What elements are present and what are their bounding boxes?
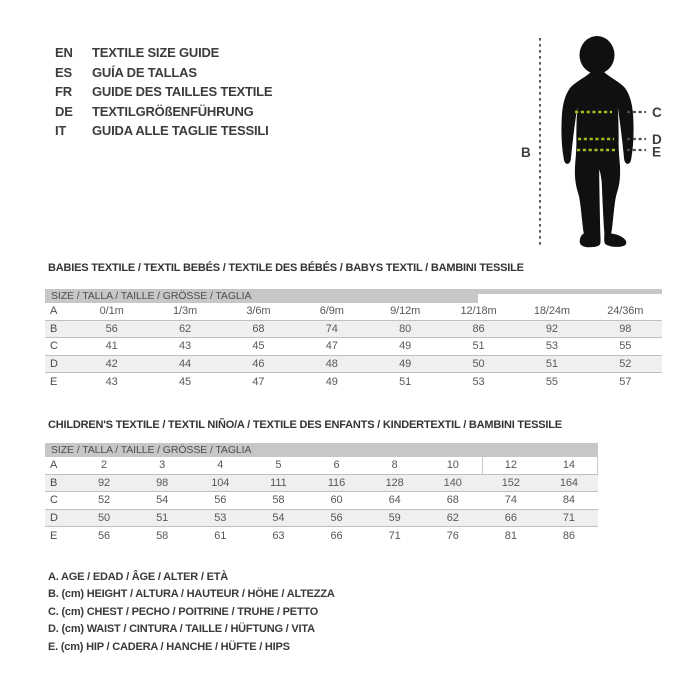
- table-cell: 56: [98, 529, 111, 542]
- table-cell: 45: [179, 375, 192, 388]
- row-label: B: [50, 322, 58, 335]
- language-label: GUIDA ALLE TAGLIE TESSILI: [92, 123, 269, 139]
- table-cell: 49: [399, 340, 412, 353]
- table-cell: 81: [504, 529, 517, 542]
- table-cell: 71: [388, 529, 401, 542]
- table-cell: 80: [399, 322, 412, 335]
- language-row-fr: [55, 82, 272, 102]
- table-cell: 55: [545, 375, 558, 388]
- table-cell: 56: [214, 494, 227, 507]
- table-row: [45, 321, 662, 339]
- table-cell: 74: [504, 494, 517, 507]
- child-silhouette-figure: [515, 22, 695, 259]
- table-cell: 49: [325, 375, 338, 388]
- table-cell: 57: [619, 375, 632, 388]
- table-cell: 111: [270, 476, 287, 489]
- table-cell: 42: [105, 357, 118, 370]
- table-cell: 44: [179, 357, 192, 370]
- label-hip-e: E: [652, 144, 662, 160]
- table-cell: 3: [159, 459, 166, 472]
- children-size-header-bar: SIZE / TALLA / TAILLE / GRÖSSE / TAGLIA: [45, 443, 598, 457]
- table-cell: 74: [325, 322, 338, 335]
- table-cell: 51: [545, 357, 558, 370]
- table-row: [45, 356, 662, 374]
- table-cell: 9/12m: [390, 305, 421, 318]
- table-cell: 43: [105, 375, 118, 388]
- child-silhouette-icon: [515, 22, 695, 259]
- babies-table-rows: [45, 303, 662, 391]
- language-list: [55, 43, 272, 141]
- table-cell: 98: [156, 476, 169, 489]
- table-cell: 51: [472, 340, 485, 353]
- label-height-b: B: [521, 145, 531, 160]
- table-row: [45, 457, 598, 475]
- table-cell: 10: [446, 459, 459, 472]
- table-cell: 54: [156, 494, 169, 507]
- table-cell: 51: [399, 375, 412, 388]
- table-cell: 71: [562, 511, 575, 524]
- row-label: A: [50, 459, 58, 472]
- table-cell: 58: [156, 529, 169, 542]
- table-cell: 98: [619, 322, 632, 335]
- table-cell: 68: [252, 322, 265, 335]
- babies-size-highlight: [478, 294, 662, 303]
- language-row-it: [55, 121, 272, 141]
- table-cell: 60: [330, 494, 343, 507]
- row-label: D: [50, 511, 58, 524]
- table-cell: 8: [391, 459, 398, 472]
- language-row-es: [55, 63, 272, 83]
- table-cell: 86: [472, 322, 485, 335]
- table-cell: 152: [501, 476, 520, 489]
- legend-line-age: A. AGE / EDAD / ÂGE / ALTER / ETÀ: [48, 570, 229, 583]
- table-cell: 54: [272, 511, 285, 524]
- table-cell: 2: [101, 459, 108, 472]
- children-table-rows: [45, 457, 598, 545]
- table-cell: 1/3m: [173, 305, 198, 318]
- table-row: [45, 492, 598, 510]
- table-cell: 49: [399, 357, 412, 370]
- measurement-legend: [48, 568, 335, 656]
- table-cell: 48: [325, 357, 338, 370]
- table-cell: 92: [98, 476, 111, 489]
- table-cell: 4: [217, 459, 224, 472]
- babies-size-header-bar: SIZE / TALLA / TAILLE / GRÖSSE / TAGLIA: [45, 289, 662, 303]
- table-cell: 128: [385, 476, 404, 489]
- table-cell: 5: [275, 459, 282, 472]
- table-cell: 55: [619, 340, 632, 353]
- row-label: A: [50, 305, 58, 318]
- label-chest-c: C: [652, 105, 662, 120]
- table-cell: 66: [504, 511, 517, 524]
- table-cell: 59: [388, 511, 401, 524]
- language-label: GUÍA DE TALLAS: [92, 64, 197, 80]
- table-cell: 58: [272, 494, 285, 507]
- language-row-de: [55, 102, 272, 122]
- table-row: [45, 527, 598, 545]
- language-label: TEXTILGRÖßENFÜHRUNG: [92, 103, 254, 119]
- table-cell: 14: [562, 459, 575, 472]
- children-table-title: CHILDREN'S TEXTILE / TEXTIL NIÑO/A / TEXTILE DES ENFANTS / KINDERTEXTIL / BAMBINI TESSILE: [48, 419, 562, 431]
- table-cell: 84: [562, 494, 575, 507]
- table-cell: 53: [214, 511, 227, 524]
- table-cell: 92: [545, 322, 558, 335]
- children-size-table: [45, 443, 598, 545]
- legend-line-chest: C. (cm) CHEST / PECHO / POITRINE / TRUHE / PETTO: [48, 605, 319, 618]
- table-cell: 18/24m: [533, 305, 570, 318]
- language-code: ES: [55, 64, 72, 80]
- silhouette-body: [561, 72, 633, 247]
- table-cell: 41: [105, 340, 118, 353]
- table-row: [45, 338, 662, 356]
- language-label: TEXTILE SIZE GUIDE: [92, 45, 220, 61]
- table-cell: 52: [619, 357, 632, 370]
- table-cell: 50: [98, 511, 111, 524]
- row-label: B: [50, 476, 58, 489]
- table-cell: 53: [545, 340, 558, 353]
- row-label: E: [50, 375, 58, 388]
- table-cell: 62: [446, 511, 459, 524]
- table-cell: 76: [446, 529, 459, 542]
- table-cell: 47: [252, 375, 265, 388]
- language-code: EN: [55, 45, 73, 61]
- table-cell: 56: [330, 511, 343, 524]
- row-label: C: [50, 340, 58, 353]
- language-code: FR: [55, 84, 72, 100]
- table-cell: 47: [325, 340, 338, 353]
- table-cell: 12/18m: [460, 305, 497, 318]
- table-cell: 53: [472, 375, 485, 388]
- table-cell: 86: [562, 529, 575, 542]
- table-cell: 52: [98, 494, 111, 507]
- table-cell: 6/9m: [319, 305, 344, 318]
- table-cell: 164: [559, 476, 578, 489]
- table-cell: 116: [327, 476, 346, 489]
- legend-line-height: B. (cm) HEIGHT / ALTURA / HAUTEUR / HÖHE / ALTEZZA: [48, 588, 335, 601]
- table-row: [45, 373, 662, 391]
- row-label: D: [50, 357, 58, 370]
- table-cell: 3/6m: [246, 305, 271, 318]
- table-cell: 64: [388, 494, 401, 507]
- label-waist-d: D: [652, 132, 662, 147]
- table-cell: 0/1m: [99, 305, 124, 318]
- table-cell: 66: [330, 529, 343, 542]
- babies-size-table: [45, 289, 662, 391]
- table-cell: 140: [443, 476, 462, 489]
- language-code: DE: [55, 103, 73, 119]
- table-cell: 46: [252, 357, 265, 370]
- language-code: IT: [55, 123, 67, 139]
- table-cell: 45: [252, 340, 265, 353]
- table-cell: 24/36m: [607, 305, 644, 318]
- row-label: C: [50, 494, 58, 507]
- silhouette-head: [580, 36, 615, 74]
- row-label: E: [50, 529, 58, 542]
- table-cell: 56: [105, 322, 118, 335]
- table-cell: 6: [333, 459, 340, 472]
- table-row: [45, 303, 662, 321]
- table-cell: 50: [472, 357, 485, 370]
- table-cell: 68: [446, 494, 459, 507]
- table-cell: 62: [179, 322, 192, 335]
- legend-line-hip: E. (cm) HIP / CADERA / HANCHE / HÜFTE / HIPS: [48, 640, 290, 653]
- table-cell: 63: [272, 529, 285, 542]
- table-cell: 51: [156, 511, 169, 524]
- table-cell: 61: [214, 529, 227, 542]
- table-cell: 104: [211, 476, 230, 489]
- language-label: GUIDE DES TAILLES TEXTILE: [92, 84, 273, 100]
- table-row: [45, 475, 598, 493]
- table-cell: 12: [504, 459, 517, 472]
- legend-line-waist: D. (cm) WAIST / CINTURA / TAILLE / HÜFTUNG / VITA: [48, 623, 315, 636]
- table-row: [45, 510, 598, 528]
- table-cell: 43: [179, 340, 192, 353]
- babies-table-title: BABIES TEXTILE / TEXTIL BEBÉS / TEXTILE DES BÉBÉS / BABYS TEXTIL / BAMBINI TESSILE: [48, 262, 524, 274]
- language-row-en: [55, 43, 272, 63]
